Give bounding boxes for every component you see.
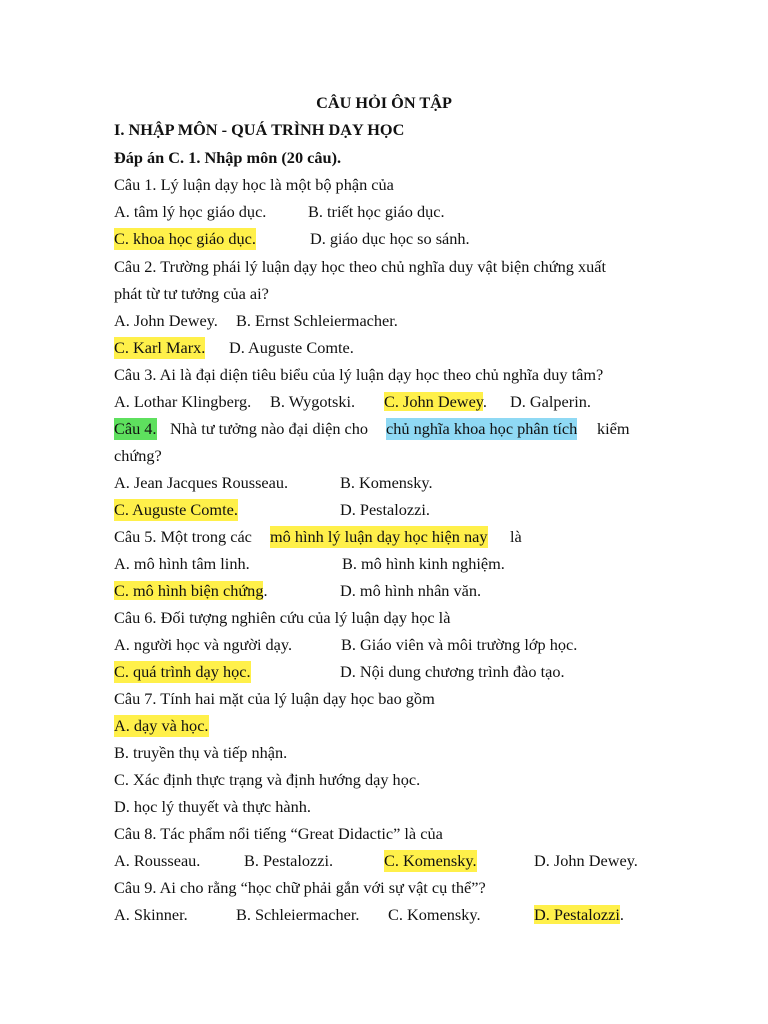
q1-option-d: D. giáo dục học so sánh. (310, 229, 470, 248)
q1-option-a: A. tâm lý học giáo dục. (114, 202, 267, 221)
q5-text-after: là (510, 527, 522, 546)
q9-option-c: C. Komensky. (388, 905, 481, 924)
q3-option-a: A. Lothar Klingberg. (114, 392, 252, 411)
q9-option-d-highlight: D. Pestalozzi (534, 905, 620, 924)
q4-option-d: D. Pestalozzi. (340, 500, 430, 519)
q5-option-d: D. mô hình nhân văn. (340, 581, 482, 600)
q2-option-b: B. Ernst Schleiermacher. (236, 311, 398, 330)
q5-option-c-highlight: C. mô hình biện chứng (114, 581, 264, 600)
q4-text-before: Nhà tư tưởng nào đại diện cho (170, 419, 369, 438)
q5-option-a: A. mô hình tâm linh. (114, 554, 250, 573)
q2-option-c-correct: C. Karl Marx. (114, 338, 206, 357)
question-8-text: Câu 8. Tác phẩm nổi tiếng “Great Didactic” là của (114, 824, 443, 843)
question-2-text-line2: phát từ tư tưởng của ai? (114, 284, 269, 303)
q4-text-after: kiểm (597, 419, 630, 438)
q7-option-b: B. truyền thụ và tiếp nhận. (114, 743, 288, 762)
q9-option-d-correct (534, 904, 624, 926)
question-2-text-line1: Câu 2. Trường phái lý luận dạy học theo chủ nghĩa duy vật biện chứng xuất (114, 257, 607, 276)
q2-option-d: D. Auguste Comte. (229, 338, 354, 357)
q9-option-b: B. Schleiermacher. (236, 905, 360, 924)
question-9-text: Câu 9. Ai cho rằng “học chữ phải gắn với sự vật cụ thể”? (114, 878, 486, 897)
q2-option-a: A. John Dewey. (114, 311, 218, 330)
q1-option-b: B. triết học giáo dục. (308, 202, 445, 221)
q3-option-d: D. Galperin. (510, 392, 591, 411)
question-4-text-line2: chứng? (114, 446, 162, 465)
question-7-text: Câu 7. Tính hai mặt của lý luận dạy học bao gồm (114, 689, 435, 708)
q4-option-a: A. Jean Jacques Rousseau. (114, 473, 289, 492)
q8-option-c-correct: C. Komensky. (384, 851, 477, 870)
q3-option-c-period: . (482, 392, 487, 411)
q4-label-highlight: Câu 4. (114, 419, 157, 438)
q6-option-a: A. người học và người dạy. (114, 635, 293, 654)
q6-option-b: B. Giáo viên và môi trường lớp học. (341, 635, 578, 654)
q7-option-a-correct: A. dạy và học. (114, 716, 209, 735)
question-6-text: Câu 6. Đối tượng nghiên cứu của lý luận dạy học là (114, 608, 451, 627)
question-3-text: Câu 3. Ai là đại diện tiêu biểu của lý luận dạy học theo chủ nghĩa duy tâm? (114, 365, 604, 384)
q1-option-c-correct: C. khoa học giáo dục. (114, 229, 256, 248)
answer-key-heading: Đáp án C. 1. Nhập môn (20 câu). (114, 148, 342, 167)
q5-option-c-period: . (263, 581, 268, 600)
q9-option-a: A. Skinner. (114, 905, 188, 924)
q4-text-highlight: chủ nghĩa khoa học phân tích (386, 419, 578, 438)
q6-option-c-correct: C. quá trình dạy học. (114, 662, 251, 681)
q7-option-c: C. Xác định thực trạng và định hướng dạy học. (114, 770, 421, 789)
q3-option-b: B. Wygotski. (270, 392, 356, 411)
question-1-text: Câu 1. Lý luận dạy học là một bộ phận của (114, 175, 394, 194)
q5-text-highlight: mô hình lý luận dạy học hiện nay (270, 527, 488, 546)
q3-option-c-correct (384, 391, 487, 413)
section-heading: I. NHẬP MÔN - QUÁ TRÌNH DẠY HỌC (114, 120, 405, 139)
document-title: CÂU HỎI ÔN TẬP (316, 93, 452, 112)
q5-option-b: B. mô hình kinh nghiệm. (342, 554, 505, 573)
q8-option-d: D. John Dewey. (534, 851, 638, 870)
q4-option-c-correct: C. Auguste Comte. (114, 500, 238, 519)
q7-option-d: D. học lý thuyết và thực hành. (114, 797, 311, 816)
q8-option-a: A. Rousseau. (114, 851, 201, 870)
q4-option-b: B. Komensky. (340, 473, 433, 492)
q9-option-d-period: . (619, 905, 624, 924)
q3-option-c-highlight: C. John Dewey (384, 392, 483, 411)
q6-option-d: D. Nội dung chương trình đào tạo. (340, 662, 565, 681)
q5-text-before: Câu 5. Một trong các (114, 527, 252, 546)
q8-option-b: B. Pestalozzi. (244, 851, 334, 870)
q5-option-c-correct (114, 580, 268, 602)
